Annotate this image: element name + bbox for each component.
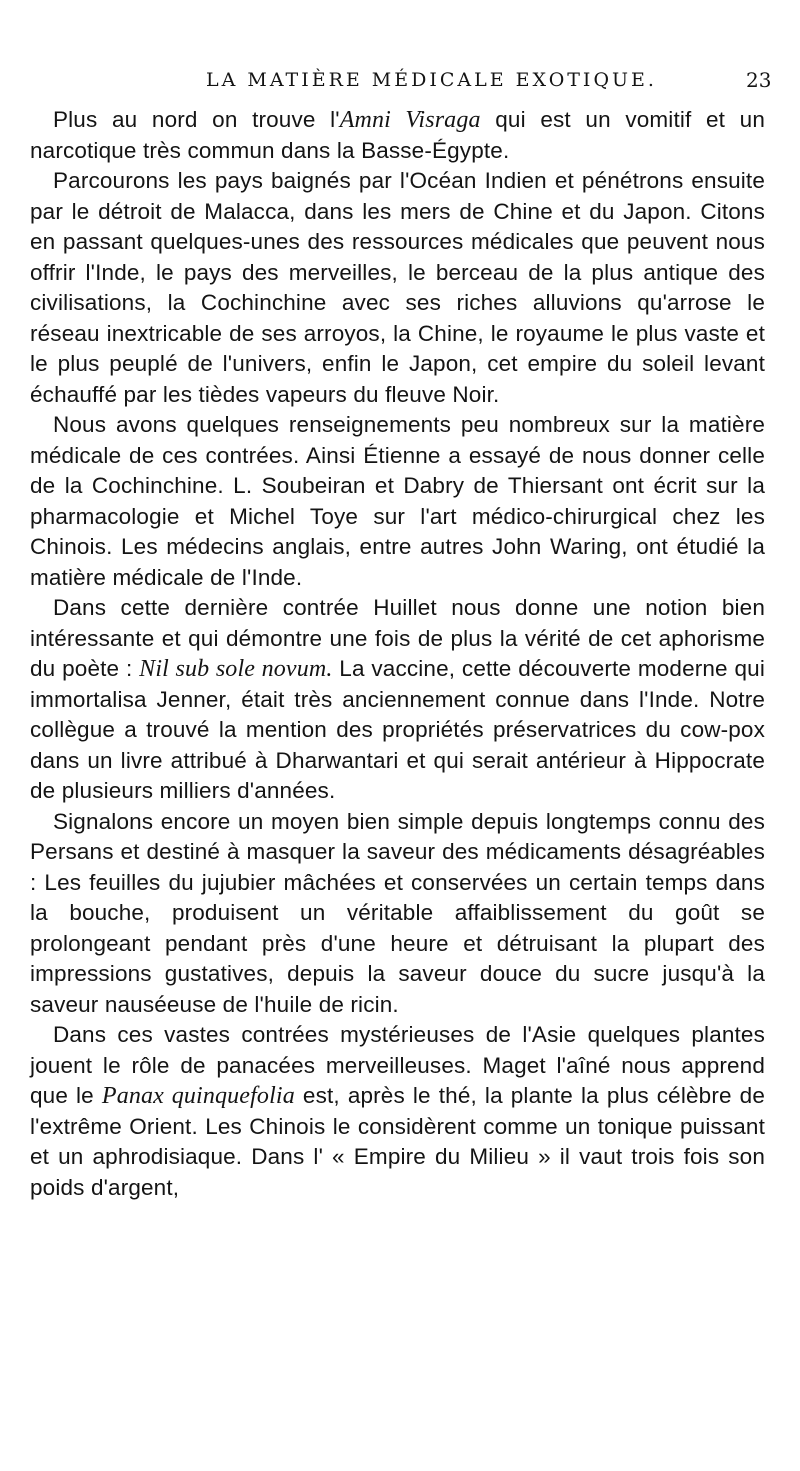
paragraph-1-text-b: qui est un vomitif et un narcotique très commun dans la Basse-Égypte. bbox=[30, 107, 766, 163]
paragraph-2-text: Parcourons les pays baignés par l'Océan Indien et pénétrons ensuite par le détroit de Malacca, dans les mers de Chine et du Japon. Citons en passant quelques-unes des ressources médicales que peuvent nous offrir l'Inde, le pays des merveilles, le berceau de la plus antique des civilisations, la Cochinchine avec ses riches alluvions qu'arrose le réseau inextricable de ses arroyos, la Chine, le royaume le plus vaste et le plus peuplé de l'univers, enfin le Japon, cet empire du soleil levant échauffé par les tièdes vapeurs du fleuve Noir. bbox=[30, 168, 765, 407]
paragraph-3-text: Nous avons quelques renseignements peu nombreux sur la matière médicale de ces contrées. Ainsi Étienne a essayé de nous donner celle de la Cochinchine. L. Soubeiran et Dabry de Thiersant ont écrit sur la pharmacologie et Michel Toye sur l'art médico-chirurgical chez les Chinois. Les médecins anglais, entre autres John Waring, ont étudié la matière médicale de l'Inde. bbox=[30, 412, 765, 590]
paragraph-6-text-a: Dans ces vastes contrées mystérieuses de l'Asie quelques plantes jouent le rôle de panacées merveilleuses. Maget l'aîné nous apprend que le bbox=[30, 1022, 765, 1108]
paragraph-2 bbox=[30, 166, 765, 410]
paragraph-4-text-b: La vaccine, cette découverte moderne qui immortalisa Jenner, était très anciennement connue dans l'Inde. Notre collègue a trouvé la mention des propriétés préservatrices du cow-pox dans un livre attribué à Dharwantari et qui serait antérieur à Hippocrate de plusieurs milliers d'années. bbox=[30, 656, 765, 803]
paragraph-4-text-a: Dans cette dernière contrée Huillet nous donne une notion bien intéressante et qui démontre une fois de plus la vérité de cet aphorisme du poète : bbox=[30, 595, 765, 681]
paragraph-1-text-a: Plus au nord on trouve l' bbox=[53, 107, 340, 132]
paragraph-1 bbox=[30, 105, 765, 166]
running-head bbox=[0, 60, 800, 100]
body-text bbox=[30, 105, 765, 1203]
paragraph-6 bbox=[30, 1020, 765, 1203]
paragraph-1-italic-plant-name: Amni Visraga bbox=[339, 107, 481, 133]
paragraph-5 bbox=[30, 807, 765, 1021]
paragraph-4-italic-latin-quote: Nil sub sole novum. bbox=[139, 656, 333, 682]
paragraph-3 bbox=[30, 410, 765, 593]
running-title: LA MATIÈRE MÉDICALE EXOTIQUE. bbox=[206, 69, 657, 91]
paragraph-5-text: Signalons encore un moyen bien simple depuis longtemps connu des Persans et destiné à masquer la saveur des médicaments désagréables : Les feuilles du jujubier mâchées et conservées un certain temps dans la bouche, produisent un véritable affaiblissement du goût se prolongeant pendant près d'une heure et détruisant la plupart des impressions gustatives, depuis la saveur douce du sucre jusqu'à la saveur nauséeuse de l'huile de ricin. bbox=[30, 808, 765, 1017]
paragraph-6-text-b: est, après le thé, la plante la plus célèbre de l'extrême Orient. Les Chinois le considèrent comme un tonique puissant et un aphrodisiaque. Dans l' « Empire du Milieu » il vaut trois fois son poids d'argent, bbox=[30, 1083, 765, 1200]
paragraph-6-italic-plant-name: Panax quinquefolia bbox=[101, 1083, 295, 1109]
paragraph-4 bbox=[30, 593, 765, 807]
page-number: 23 bbox=[746, 68, 772, 92]
